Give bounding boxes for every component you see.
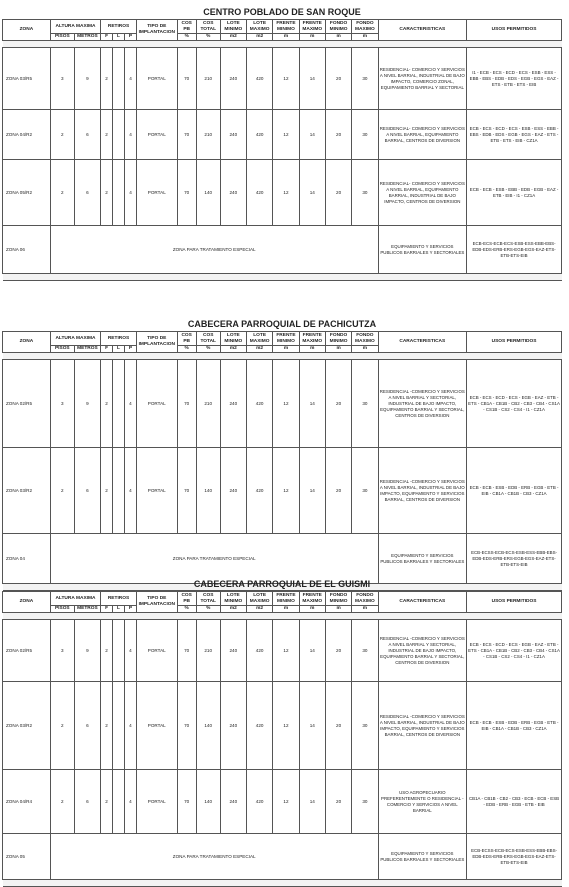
cell-p: 4 bbox=[125, 48, 137, 110]
sub-header-l: L bbox=[113, 34, 125, 41]
unit-m: m bbox=[299, 606, 325, 613]
cell-l bbox=[113, 448, 125, 534]
col-header-fondo-min: FONDO MINIMO bbox=[325, 592, 351, 606]
col-header-caracteristicas: CARACTERISTICAS bbox=[378, 332, 467, 353]
special-treatment-label: ZONA PARA TRATAMIENTO ESPECIAL bbox=[50, 834, 378, 880]
cell-cos-pb: 70 bbox=[177, 160, 196, 226]
cell-fondo-min: 20 bbox=[325, 48, 351, 110]
sub-header-l: L bbox=[113, 346, 125, 353]
col-header-retiros: RETIROS bbox=[101, 592, 137, 606]
cell-metros: 6 bbox=[74, 770, 100, 834]
unit-m: m bbox=[299, 34, 325, 41]
cell-frente-max: 14 bbox=[299, 770, 325, 834]
zone-code: ZONA 03/R2 bbox=[3, 448, 51, 534]
table-row bbox=[3, 160, 562, 226]
cell-caracteristicas: EQUIPAMIENTO Y SERVICIOS PUBLICOS BARRIALES Y SECTORIALES bbox=[378, 226, 467, 274]
cell-pisos: 3 bbox=[50, 620, 74, 682]
sub-header-metros: METROS bbox=[74, 34, 100, 41]
unit-pct: % bbox=[196, 606, 220, 613]
cell-metros: 6 bbox=[74, 160, 100, 226]
cell-metros: 6 bbox=[74, 682, 100, 770]
cell-lote-max: 420 bbox=[247, 110, 273, 160]
cell-f: 2 bbox=[101, 48, 113, 110]
spacer-row bbox=[3, 353, 562, 360]
col-header-tipo: TIPO DE IMPLANTACION bbox=[136, 20, 177, 41]
cell-cos-pb: 70 bbox=[177, 48, 196, 110]
cell-usos-permitidos: ECB - ECB - ESB - EDB - ERB - EGB - ETB - EIB - CB1A - CB1B - CB3 - CZ1A bbox=[467, 448, 562, 534]
cell-cos-pb: 70 bbox=[177, 360, 196, 448]
special-treatment-label: ZONA PARA TRATAMIENTO ESPECIAL bbox=[50, 226, 378, 274]
section-title: CABECERA PARROQUIAL DE PACHICUTZA bbox=[3, 318, 562, 332]
cell-fondo-max: 30 bbox=[352, 682, 378, 770]
sub-header-f: F bbox=[101, 606, 113, 613]
cell-pisos: 2 bbox=[50, 682, 74, 770]
cell-cos-pb: 70 bbox=[177, 448, 196, 534]
cell-tipo: PORTAL bbox=[136, 160, 177, 226]
col-header-zona: ZONA bbox=[3, 20, 51, 41]
cell-metros: 9 bbox=[74, 620, 100, 682]
unit-pct: % bbox=[177, 34, 196, 41]
cell-fondo-max: 30 bbox=[352, 620, 378, 682]
cell-lote-min: 240 bbox=[220, 448, 246, 534]
cell-p: 4 bbox=[124, 682, 136, 770]
cell-frente-min: 12 bbox=[273, 48, 299, 110]
zone-code: ZONA 05 bbox=[3, 834, 51, 880]
col-header-frente-max: FRENTE MAXIMO bbox=[299, 332, 325, 346]
cell-pisos: 2 bbox=[50, 770, 74, 834]
cell-usos-permitidos: CB1A - CB1B - CB2 - CB3 - ECB - ECB - ESB - EDB - ERB - EGB - ETB - EIB bbox=[467, 770, 562, 834]
col-header-zona: ZONA bbox=[3, 592, 51, 613]
cell-usos-permitidos: ECB - ECS - ECD - ECS - ESB - ESS - EBB - EBS - EDB - EDS - EGB - EGS - EAZ - ETS - ETB - ETS - EIB - CZ1A bbox=[467, 110, 562, 160]
cell-caracteristicas: RESIDENCIAL- COMERCIO Y SERVICIOS A NIVEL BARRIAL, EQUIPAMIENTO BARRIAL, CENTROS DE DIVERSION bbox=[378, 110, 467, 160]
cell-metros: 9 bbox=[74, 48, 100, 110]
cell-frente-min: 12 bbox=[273, 110, 299, 160]
cell-tipo: PORTAL bbox=[136, 110, 177, 160]
cell-frente-max: 14 bbox=[299, 360, 325, 448]
cell-cos-total: 140 bbox=[196, 682, 220, 770]
unit-pct: % bbox=[196, 346, 220, 353]
cell-fondo-min: 20 bbox=[325, 682, 351, 770]
cell-usos-permitidos: ECB - ECS - ECD - ECS - EGB - EAZ - ETB - ETS - CB1A - CB1B - CB2 - CB3 - CB4 - CS1A - CS1B - CS2 - CS4 - I1 - CZ1A bbox=[467, 360, 562, 448]
sub-header-l: L bbox=[113, 606, 125, 613]
cell-fondo-max: 30 bbox=[352, 48, 378, 110]
zone-code: ZONA 04/R4 bbox=[3, 770, 51, 834]
cell-fondo-min: 20 bbox=[325, 160, 351, 226]
cell-pisos: 2 bbox=[50, 160, 74, 226]
table-row bbox=[3, 110, 562, 160]
cell-f: 2 bbox=[101, 360, 113, 448]
col-header-cos-pb: COS PB bbox=[177, 20, 196, 34]
cell-fondo-max: 30 bbox=[352, 448, 378, 534]
cell-frente-max: 14 bbox=[299, 620, 325, 682]
cell-f: 2 bbox=[101, 448, 113, 534]
unit-m: m bbox=[325, 34, 351, 41]
cell-usos-permitidos: ECB - ECS - ECD - ECS - EGB - EAZ - ETB - ETS - CB1A - CB1B - CB2 - CB3 - CB4 - CS1A - CS1B - CS2 - CS4 - I1 - CZ1A bbox=[467, 620, 562, 682]
col-header-fondo-min: FONDO MINIMO bbox=[325, 332, 351, 346]
col-header-fondo-max: FONDO MAXIMO bbox=[352, 20, 378, 34]
cell-lote-min: 240 bbox=[220, 160, 246, 226]
sub-header-p: P bbox=[125, 34, 137, 41]
cell-lote-min: 240 bbox=[220, 770, 246, 834]
col-header-cos-total: COS TOTAL bbox=[196, 20, 220, 34]
cell-frente-max: 14 bbox=[299, 110, 325, 160]
table-row bbox=[3, 682, 562, 770]
cell-p: 4 bbox=[125, 110, 137, 160]
spacer-row bbox=[3, 613, 562, 620]
unit-pct: % bbox=[196, 34, 220, 41]
zone-table bbox=[2, 318, 562, 591]
spacer-row bbox=[3, 41, 562, 48]
cell-p: 4 bbox=[124, 360, 136, 448]
section-title: CENTRO POBLADO DE SAN ROQUE bbox=[3, 6, 562, 20]
section-title: CABECERA PARROQUIAL DE EL GUISMI bbox=[3, 578, 562, 592]
col-header-cos-total: COS TOTAL bbox=[196, 332, 220, 346]
zone-code: ZONA 02/R5 bbox=[3, 360, 51, 448]
sub-header-metros: METROS bbox=[74, 606, 100, 613]
cell-frente-min: 12 bbox=[273, 682, 299, 770]
cell-cos-pb: 70 bbox=[177, 682, 196, 770]
sub-header-p: P bbox=[124, 606, 136, 613]
cell-caracteristicas: RESIDENCIAL- COMERCIO Y SERVICIOS A NIVEL BARRIAL, INDUSTRIAL DE BAJO IMPACTO, COMERCIO ZONAL, EQUIPAMIENTO BARRIAL Y SECTORIAL bbox=[378, 48, 467, 110]
col-header-tipo: TIPO DE IMPLANTACION bbox=[136, 332, 177, 353]
cell-lote-min: 240 bbox=[220, 110, 246, 160]
cell-l bbox=[113, 360, 125, 448]
cell-fondo-max: 30 bbox=[352, 360, 378, 448]
col-header-tipo: TIPO DE IMPLANTACION bbox=[136, 592, 177, 613]
cell-fondo-min: 20 bbox=[325, 770, 351, 834]
cell-fondo-max: 30 bbox=[352, 110, 378, 160]
cell-cos-total: 210 bbox=[196, 620, 220, 682]
cell-l bbox=[113, 620, 125, 682]
cell-pisos: 2 bbox=[50, 110, 74, 160]
cell-lote-max: 420 bbox=[246, 620, 272, 682]
unit-m: m bbox=[273, 34, 299, 41]
table-row-special bbox=[3, 534, 562, 584]
cell-pisos: 3 bbox=[50, 48, 74, 110]
cell-lote-max: 420 bbox=[246, 770, 272, 834]
cell-p: 4 bbox=[124, 770, 136, 834]
col-header-lote-max: LOTE MAXIMO bbox=[247, 20, 273, 34]
cell-cos-total: 210 bbox=[196, 48, 220, 110]
col-header-frente-min: FRENTE MINIMO bbox=[273, 592, 299, 606]
cell-caracteristicas: RESIDENCIAL -COMERCIO Y SERVICIOS A NIVEL BARRIAL, INDUSTRIAL DE BAJO IMPACTO, EQUIPAMIENTO Y SERVICIOS BARRIAL, CENTROS DE DIVERSION bbox=[378, 682, 467, 770]
cell-caracteristicas: RESIDENCIAL -COMERCIO Y SERVICIOS A NIVEL BARRIAL Y SECTORIAL, INDUSTRIAL DE BAJO IMPACTO, EQUIPAMIENTO BARRIAL Y SECTORIAL, CENTROS DE DIVERSION bbox=[378, 360, 467, 448]
cell-cos-pb: 70 bbox=[177, 620, 196, 682]
col-header-lote-min: LOTE MINIMO bbox=[220, 592, 246, 606]
table-row bbox=[3, 620, 562, 682]
cell-f: 2 bbox=[101, 682, 113, 770]
cell-lote-max: 420 bbox=[246, 360, 272, 448]
col-header-frente-max: FRENTE MAXIMO bbox=[299, 20, 325, 34]
cell-fondo-min: 20 bbox=[325, 360, 351, 448]
special-treatment-label: ZONA PARA TRATAMIENTO ESPECIAL bbox=[50, 534, 378, 584]
spacer-row bbox=[3, 880, 562, 887]
col-header-altura: ALTURA MAXIMA bbox=[50, 20, 100, 34]
col-header-altura: ALTURA MAXIMA bbox=[50, 592, 100, 606]
cell-lote-min: 240 bbox=[220, 48, 246, 110]
cell-p: 4 bbox=[124, 448, 136, 534]
col-header-fondo-max: FONDO MAXIMO bbox=[352, 332, 378, 346]
unit-m2: m2 bbox=[220, 346, 246, 353]
cell-p: 4 bbox=[124, 620, 136, 682]
col-header-caracteristicas: CARACTERISTICAS bbox=[378, 20, 467, 41]
cell-metros: 6 bbox=[74, 448, 100, 534]
table-row bbox=[3, 448, 562, 534]
sub-header-pisos: PISOS bbox=[50, 34, 74, 41]
sub-header-f: F bbox=[101, 34, 113, 41]
unit-m2: m2 bbox=[220, 34, 246, 41]
cell-caracteristicas: RESIDENCIAL -COMERCIO Y SERVICIOS A NIVEL BARRIAL Y SECTORIAL, INDUSTRIAL DE BAJO IMPACTO, EQUIPAMIENTO BARRIAL Y SECTORIAL, CENTROS DE DIVERSION bbox=[378, 620, 467, 682]
col-header-cos-pb: COS PB bbox=[177, 332, 196, 346]
zone-code: ZONA 06 bbox=[3, 226, 51, 274]
col-header-caracteristicas: CARACTERISTICAS bbox=[378, 592, 467, 613]
table-row-special bbox=[3, 226, 562, 274]
cell-cos-total: 140 bbox=[196, 160, 220, 226]
col-header-lote-min: LOTE MINIMO bbox=[220, 332, 246, 346]
cell-cos-total: 210 bbox=[196, 360, 220, 448]
zone-code: ZONA 03/R5 bbox=[3, 48, 51, 110]
table-row-special bbox=[3, 834, 562, 880]
cell-frente-max: 14 bbox=[299, 160, 325, 226]
table-row bbox=[3, 360, 562, 448]
col-header-frente-max: FRENTE MAXIMO bbox=[299, 592, 325, 606]
cell-usos-permitidos: ECB-ECS-ECB-ECS-ESB-ESS-EBB-EBS-EDB-EDS-ERB-ERS-EGB-EGS-EAZ-ETS-ETB-ETS-EIB bbox=[467, 226, 562, 274]
sub-header-metros: METROS bbox=[74, 346, 100, 353]
cell-usos-permitidos: ECB-ECSS-ECB-ECS-ESB-ESS-EBB-EBS-EDB-EDS-ERB-ERS-EGB-EGS-EAZ-ETS-ETB-ETS-EIB bbox=[467, 834, 562, 880]
col-header-altura: ALTURA MAXIMA bbox=[50, 332, 100, 346]
unit-m2: m2 bbox=[246, 606, 272, 613]
cell-caracteristicas: EQUIPAMIENTO Y SERVICIOS PUBLICOS BARRIALES Y SECTORIALES bbox=[378, 834, 467, 880]
cell-caracteristicas: RESIDENCIAL- COMERCIO Y SERVICIOS A NIVEL BARRIAL, EQUIPAMIENTO BARRIAL, INDUSTRIAL DE BAJO IMPACTO, CENTROS DE DIVERSION bbox=[378, 160, 467, 226]
unit-m2: m2 bbox=[220, 606, 246, 613]
col-header-retiros: RETIROS bbox=[101, 332, 137, 346]
cell-cos-total: 140 bbox=[196, 448, 220, 534]
unit-m: m bbox=[273, 346, 299, 353]
col-header-usos: USOS PERMITIDOS bbox=[467, 592, 562, 613]
cell-pisos: 2 bbox=[50, 448, 74, 534]
cell-p: 4 bbox=[125, 160, 137, 226]
cell-frente-min: 12 bbox=[273, 448, 299, 534]
col-header-zona: ZONA bbox=[3, 332, 51, 353]
zone-code: ZONA 03/R2 bbox=[3, 682, 51, 770]
cell-frente-max: 14 bbox=[299, 682, 325, 770]
sub-header-f: F bbox=[101, 346, 113, 353]
zone-code: ZONA 04 bbox=[3, 534, 51, 584]
col-header-fondo-max: FONDO MAXIMO bbox=[352, 592, 378, 606]
zone-table-section bbox=[0, 6, 569, 281]
unit-m2: m2 bbox=[247, 34, 273, 41]
unit-m: m bbox=[352, 606, 378, 613]
cell-lote-max: 420 bbox=[246, 682, 272, 770]
cell-frente-min: 12 bbox=[273, 620, 299, 682]
cell-tipo: PORTAL bbox=[136, 448, 177, 534]
cell-lote-min: 240 bbox=[220, 360, 246, 448]
unit-m: m bbox=[325, 346, 351, 353]
cell-caracteristicas: USO AGROPECUARIO PREFERENTEMENTE O RESIDENCIAL -COMERCIO Y SERVICIOS A NIVEL BARRIAL bbox=[378, 770, 467, 834]
cell-l bbox=[113, 48, 125, 110]
col-header-frente-min: FRENTE MINIMO bbox=[273, 332, 299, 346]
cell-usos-permitidos: ECB - ECB - ESB - EDB - ERB - EGB - ETB - EIB - CB1A - CB1B - CB3 - CZ1A bbox=[467, 682, 562, 770]
col-header-retiros: RETIROS bbox=[101, 20, 137, 34]
zone-table-section bbox=[0, 578, 569, 887]
cell-lote-max: 420 bbox=[247, 160, 273, 226]
cell-tipo: PORTAL bbox=[136, 682, 177, 770]
cell-fondo-max: 30 bbox=[352, 770, 378, 834]
cell-l bbox=[113, 770, 125, 834]
cell-usos-permitidos: I1 - ECB - ECS - ECD - ECS - ESB - ESS - EBB - EBS - EDB - EDS - EGB - EGS - EAZ - ETS - ETB - ETS - EIB bbox=[467, 48, 562, 110]
col-header-lote-max: LOTE MAXIMO bbox=[246, 332, 272, 346]
cell-cos-total: 140 bbox=[196, 770, 220, 834]
cell-metros: 6 bbox=[74, 110, 100, 160]
spacer-row bbox=[3, 274, 562, 281]
zone-table bbox=[2, 6, 562, 281]
cell-tipo: PORTAL bbox=[136, 770, 177, 834]
cell-frente-min: 12 bbox=[273, 770, 299, 834]
cell-f: 2 bbox=[101, 160, 113, 226]
cell-l bbox=[113, 682, 125, 770]
col-header-usos: USOS PERMITIDOS bbox=[467, 20, 562, 41]
sub-header-pisos: PISOS bbox=[50, 346, 74, 353]
cell-f: 2 bbox=[101, 110, 113, 160]
sub-header-p: P bbox=[124, 346, 136, 353]
cell-lote-min: 240 bbox=[220, 620, 246, 682]
col-header-lote-min: LOTE MINIMO bbox=[220, 20, 246, 34]
sub-header-pisos: PISOS bbox=[50, 606, 74, 613]
cell-fondo-max: 30 bbox=[352, 160, 378, 226]
col-header-frente-min: FRENTE MINIMO bbox=[273, 20, 299, 34]
unit-m: m bbox=[325, 606, 351, 613]
cell-tipo: PORTAL bbox=[136, 360, 177, 448]
cell-usos-permitidos: ECB-ECSS-ECB-ECS-ESB-ESS-EBB-EBS-EDB-EDS-ERB-ERS-EGB-EGS-EAZ-ETS-ETB-ETS-EIB bbox=[467, 534, 562, 584]
zone-code: ZONA 05/R2 bbox=[3, 160, 51, 226]
cell-f: 2 bbox=[101, 620, 113, 682]
cell-tipo: PORTAL bbox=[136, 48, 177, 110]
cell-caracteristicas: RESIDENCIAL -COMERCIO Y SERVICIOS A NIVEL BARRIAL, INDUSTRIAL DE BAJO IMPACTO, EQUIPAMIENTO Y SERVICIOS BARRIAL, CENTROS DE DIVERSION bbox=[378, 448, 467, 534]
cell-lote-max: 420 bbox=[247, 48, 273, 110]
zone-table bbox=[2, 578, 562, 887]
unit-m2: m2 bbox=[246, 346, 272, 353]
cell-frente-max: 14 bbox=[299, 48, 325, 110]
cell-fondo-min: 20 bbox=[325, 620, 351, 682]
zone-code: ZONA 04/R2 bbox=[3, 110, 51, 160]
cell-lote-min: 240 bbox=[220, 682, 246, 770]
cell-frente-min: 12 bbox=[273, 160, 299, 226]
cell-tipo: PORTAL bbox=[136, 620, 177, 682]
unit-m: m bbox=[273, 606, 299, 613]
cell-frente-max: 14 bbox=[299, 448, 325, 534]
cell-l bbox=[113, 160, 125, 226]
cell-lote-max: 420 bbox=[246, 448, 272, 534]
cell-fondo-min: 20 bbox=[325, 448, 351, 534]
cell-metros: 9 bbox=[74, 360, 100, 448]
col-header-fondo-min: FONDO MINIMO bbox=[325, 20, 351, 34]
col-header-usos: USOS PERMITIDOS bbox=[467, 332, 562, 353]
unit-m: m bbox=[299, 346, 325, 353]
col-header-cos-total: COS TOTAL bbox=[196, 592, 220, 606]
table-row bbox=[3, 770, 562, 834]
cell-fondo-min: 20 bbox=[325, 110, 351, 160]
cell-f: 2 bbox=[101, 770, 113, 834]
cell-pisos: 3 bbox=[50, 360, 74, 448]
cell-cos-pb: 70 bbox=[177, 110, 196, 160]
unit-m: m bbox=[352, 34, 378, 41]
cell-l bbox=[113, 110, 125, 160]
unit-pct: % bbox=[177, 606, 196, 613]
zone-code: ZONA 02/R5 bbox=[3, 620, 51, 682]
cell-cos-total: 210 bbox=[196, 110, 220, 160]
unit-m: m bbox=[352, 346, 378, 353]
cell-usos-permitidos: ECB - ECB - ESB - EBB - EDB - EGB - EAZ - ETB - EIB - I1 - CZ1A bbox=[467, 160, 562, 226]
cell-caracteristicas: EQUIPAMIENTO Y SERVICIOS PUBLICOS BARRIALES Y SECTORIALES bbox=[378, 534, 467, 584]
cell-cos-pb: 70 bbox=[177, 770, 196, 834]
unit-pct: % bbox=[177, 346, 196, 353]
table-row bbox=[3, 48, 562, 110]
col-header-lote-max: LOTE MAXIMO bbox=[246, 592, 272, 606]
zone-table-section bbox=[0, 318, 569, 591]
cell-frente-min: 12 bbox=[273, 360, 299, 448]
col-header-cos-pb: COS PB bbox=[177, 592, 196, 606]
